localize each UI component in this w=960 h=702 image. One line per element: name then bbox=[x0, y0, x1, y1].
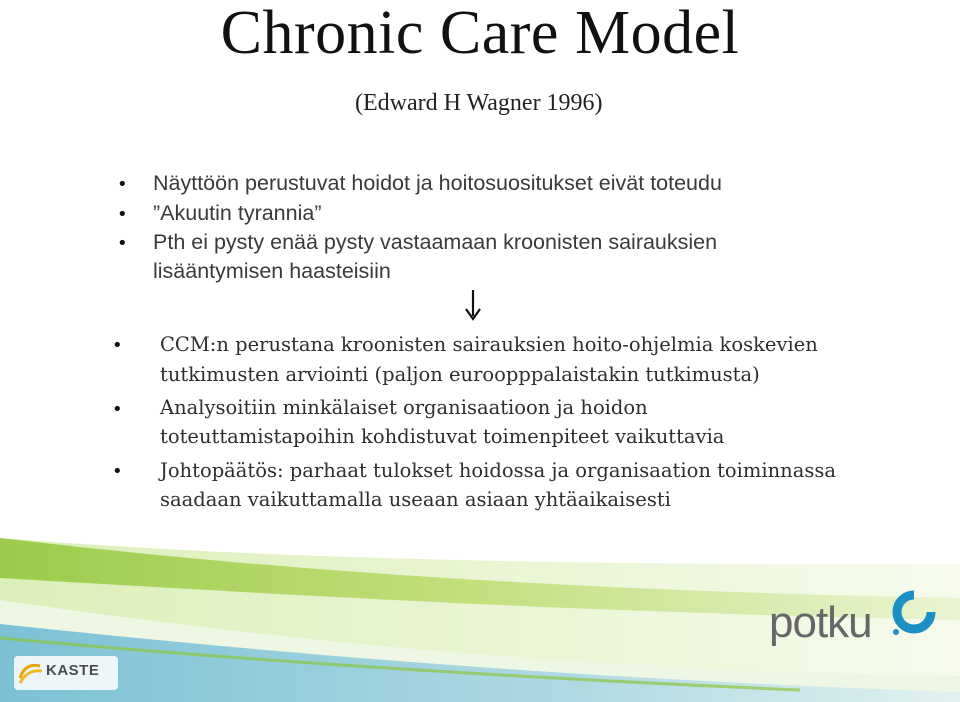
bullet-text: Näyttöön perustuvat hoidot ja hoitosuositukset eivät toteudu bbox=[153, 171, 722, 195]
down-arrow-icon bbox=[461, 288, 485, 322]
bullet-marker: • bbox=[117, 174, 128, 195]
bullet-marker: • bbox=[112, 399, 123, 420]
bullet-marker: • bbox=[117, 204, 128, 225]
bullet-marker: • bbox=[112, 335, 123, 356]
slide-subtitle: (Edward H Wagner 1996) bbox=[355, 90, 603, 116]
bullet-text: Analysoitiin minkälaiset organisaatioon ja hoidon bbox=[160, 396, 648, 419]
bullet-marker: • bbox=[117, 233, 128, 254]
potku-logo-text: potku bbox=[769, 598, 872, 647]
bullet-marker: • bbox=[112, 461, 123, 482]
bullet-text: Pth ei pysty enää pysty vastaamaan kroonisten sairauksien bbox=[153, 230, 718, 254]
slide-title: Chronic Care Model bbox=[220, 0, 740, 67]
bullet-text: ”Akuutin tyrannia” bbox=[153, 201, 322, 225]
kaste-logo-text: KASTE bbox=[46, 662, 100, 679]
bullet-text-continued: saadaan vaikuttamalla useaan asiaan yhtäaikaisesti bbox=[160, 488, 671, 511]
bullet-text: CCM:n perustana kroonisten sairauksien hoito-ohjelmia koskevien bbox=[160, 333, 818, 356]
bullet-text-continued: toteuttamistapoihin kohdistuvat toimenpiteet vaikuttavia bbox=[160, 425, 725, 448]
bullet-text: Johtopäätös: parhaat tulokset hoidossa ja organisaation toiminnassa bbox=[160, 459, 837, 482]
bullet-text-continued: lisääntymisen haasteisiin bbox=[153, 259, 391, 283]
bullet-text-continued: tutkimusten arviointi (paljon euroopppalaistakin tutkimusta) bbox=[160, 363, 760, 386]
